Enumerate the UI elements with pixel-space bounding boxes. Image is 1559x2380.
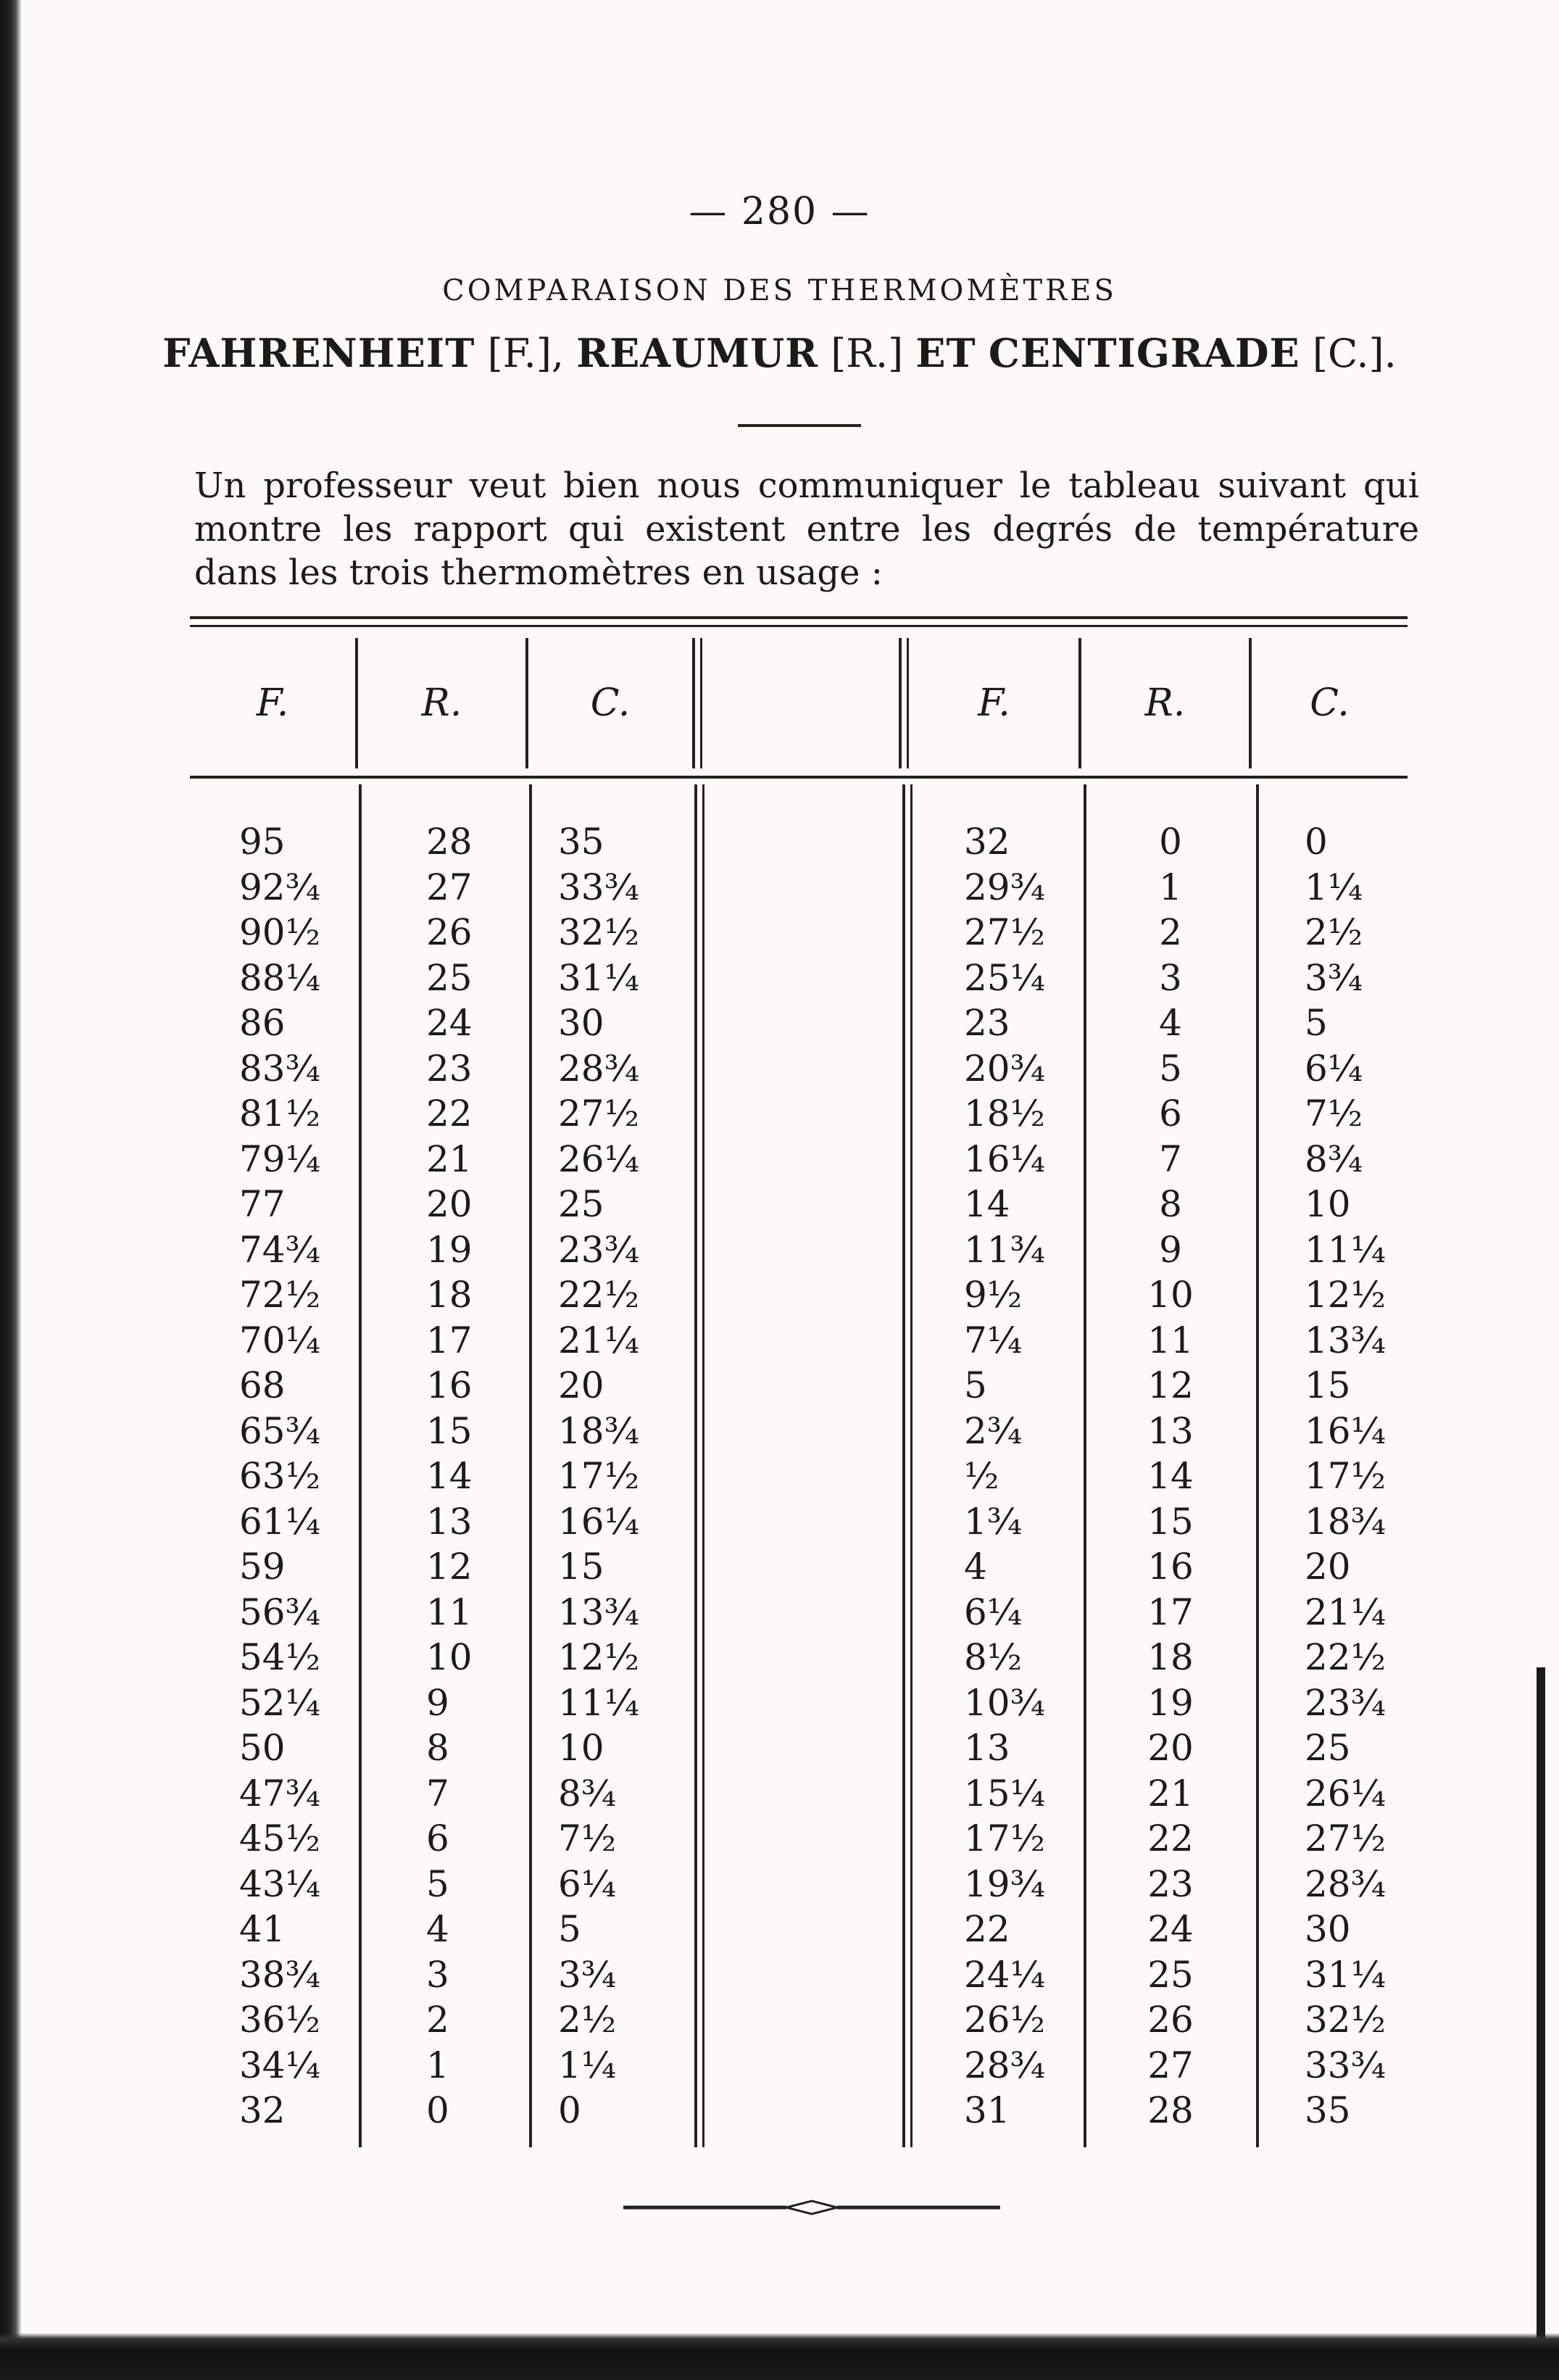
table-cell: 26 — [1147, 1999, 1194, 2041]
table-cell: 7½ — [1305, 1092, 1363, 1135]
title-line-2 — [0, 330, 1559, 376]
table-cell: 6 — [426, 1817, 449, 1859]
table-cell: 33¾ — [1305, 2044, 1387, 2086]
table-cell: 1 — [1159, 866, 1182, 908]
table-cell: 35 — [1305, 2089, 1351, 2131]
table-cell: 15¼ — [964, 1772, 1046, 1815]
title-line-1: COMPARAISON DES THERMOMÈTRES — [442, 274, 1117, 307]
table-cell: 47¾ — [239, 1772, 321, 1815]
table-cell: 81½ — [239, 1092, 321, 1135]
table-cell: 31¼ — [1305, 1953, 1387, 1996]
table-cell: 3¾ — [1305, 956, 1363, 999]
column-divider — [910, 784, 912, 2147]
header-left-f: F. — [256, 681, 289, 725]
table-cell: 21¼ — [1305, 1591, 1387, 1633]
title-reaumur-abbr: [R.] — [831, 331, 904, 376]
table-cell: 28 — [1147, 2089, 1194, 2131]
table-cell: 6¼ — [558, 1862, 617, 1905]
table-cell: 25 — [426, 956, 473, 999]
table-cell: 32 — [964, 821, 1010, 863]
table-cell: 17½ — [964, 1817, 1046, 1859]
table-cell: 13 — [426, 1500, 473, 1543]
table-cell: 22 — [426, 1092, 473, 1135]
table-cell: 11¼ — [1305, 1228, 1387, 1271]
table-cell: 10 — [558, 1727, 604, 1769]
table-cell: 45½ — [239, 1817, 321, 1859]
table-cell: 41 — [239, 1908, 286, 1950]
table-cell: 6¼ — [1305, 1047, 1363, 1090]
page-number: — 280 — — [689, 190, 870, 233]
header-left-r: R. — [421, 681, 462, 725]
table-cell: 22 — [1147, 1817, 1194, 1859]
table-cell: 8 — [1159, 1183, 1182, 1225]
scan-edge-bottom — [0, 2333, 1559, 2380]
table-cell: 72½ — [239, 1274, 321, 1316]
table-cell: 9½ — [964, 1274, 1023, 1316]
table-cell: 21 — [426, 1137, 473, 1180]
title-fahrenheit-abbr: [F.], — [487, 331, 565, 376]
table-cell: 9 — [426, 1681, 449, 1724]
column-divider — [692, 638, 695, 768]
right-reaumur-column — [1127, 819, 1214, 2134]
table-cell: 28¾ — [558, 1047, 640, 1090]
table-cell: 59 — [239, 1546, 286, 1588]
table-cell: 5 — [964, 1364, 987, 1406]
title-centigrade-abbr: [C.]. — [1312, 331, 1397, 376]
table-cell: 65¾ — [239, 1409, 321, 1452]
header-right-f: F. — [978, 681, 1010, 725]
table-cell: 12 — [426, 1546, 473, 1588]
table-cell: 35 — [558, 821, 604, 863]
table-cell: 26¼ — [1305, 1772, 1387, 1815]
column-divider — [1256, 784, 1259, 2147]
table-cell: 11¼ — [558, 1681, 640, 1724]
table-cell: 24 — [1147, 1908, 1194, 1950]
table-cell: 25¼ — [964, 956, 1046, 999]
table-cell: 13¾ — [558, 1591, 640, 1633]
table-cell: 20 — [426, 1183, 473, 1225]
table-cell: 54½ — [239, 1636, 321, 1678]
table-cell: 13¾ — [1305, 1319, 1387, 1361]
table-cell: 23¾ — [1305, 1681, 1387, 1724]
table-top-rule — [190, 616, 1408, 619]
table-cell: 74¾ — [239, 1228, 321, 1271]
column-divider — [1084, 784, 1086, 2147]
table-cell: 26¼ — [558, 1137, 640, 1180]
title-rule — [738, 424, 861, 427]
table-cell: 20 — [1305, 1546, 1351, 1588]
table-cell: 27½ — [558, 1092, 640, 1135]
title-et: ET — [915, 330, 976, 376]
table-cell: 86 — [239, 1002, 286, 1044]
table-cell: 25 — [1305, 1727, 1351, 1769]
table-cell: 3 — [426, 1953, 449, 1996]
table-cell: 18½ — [964, 1092, 1046, 1135]
table-cell: 17½ — [1305, 1455, 1387, 1497]
column-divider — [702, 784, 704, 2147]
ornament-rule — [623, 2197, 1000, 2218]
table-cell: 5 — [1305, 1002, 1328, 1044]
table-cell: 18¾ — [558, 1409, 640, 1452]
table-cell: 77 — [239, 1183, 286, 1225]
table-cell: 56¾ — [239, 1591, 321, 1633]
table-cell: 18¾ — [1305, 1500, 1387, 1543]
table-cell: 16¼ — [964, 1137, 1046, 1180]
table-cell: 23 — [964, 1002, 1010, 1044]
table-cell: 43¼ — [239, 1862, 321, 1905]
table-cell: 19¾ — [964, 1862, 1046, 1905]
table-cell: 22 — [964, 1908, 1010, 1950]
table-cell: 0 — [1159, 821, 1182, 863]
table-cell: 28¾ — [1305, 1862, 1387, 1905]
table-cell: 10 — [1147, 1274, 1194, 1316]
table-cell: 68 — [239, 1364, 286, 1406]
table-cell: 70¼ — [239, 1319, 321, 1361]
table-cell: 27 — [426, 866, 473, 908]
table-cell: 23¾ — [558, 1228, 640, 1271]
table-cell: 3¾ — [558, 1953, 617, 1996]
column-divider — [694, 784, 697, 2147]
table-cell: 26 — [426, 911, 473, 953]
table-cell: 11¾ — [964, 1228, 1046, 1271]
table-cell: 7¼ — [964, 1319, 1023, 1361]
table-cell: 11 — [426, 1591, 473, 1633]
table-cell: 15 — [1305, 1364, 1351, 1406]
table-cell: 12½ — [1305, 1274, 1387, 1316]
table-cell: 24¼ — [964, 1953, 1046, 1996]
table-cell: 0 — [558, 2089, 581, 2131]
header-right-c: C. — [1310, 681, 1350, 725]
table-cell: 88¼ — [239, 956, 321, 999]
table-cell: 13 — [1147, 1409, 1194, 1452]
table-cell: 5 — [1159, 1047, 1182, 1090]
table-cell: 83¾ — [239, 1047, 321, 1090]
table-cell: 34¼ — [239, 2044, 321, 2086]
table-top-rule-2 — [190, 625, 1408, 627]
right-fahrenheit-column — [964, 819, 1073, 2134]
table-cell: 4 — [1159, 1002, 1182, 1044]
table-cell: 14 — [964, 1183, 1010, 1225]
table-cell: 32½ — [1305, 1999, 1387, 2041]
table-cell: 2 — [426, 1999, 449, 2041]
table-cell: 2 — [1159, 911, 1182, 953]
table-cell: 16¼ — [558, 1500, 640, 1543]
table-cell: 5 — [558, 1908, 581, 1950]
table-cell: 1¼ — [558, 2044, 617, 2086]
table-cell: 6 — [1159, 1092, 1182, 1135]
column-divider — [907, 638, 909, 768]
table-cell: 2½ — [558, 1999, 617, 2041]
table-cell: 31 — [964, 2089, 1010, 2131]
table-cell: 1¼ — [1305, 866, 1363, 908]
table-cell: 0 — [426, 2089, 449, 2131]
table-cell: 28¾ — [964, 2044, 1046, 2086]
table-cell: 15 — [1147, 1500, 1194, 1543]
column-divider — [359, 784, 362, 2147]
table-cell: 22½ — [558, 1274, 640, 1316]
title-reaumur: REAUMUR — [576, 330, 819, 376]
table-cell: 16 — [1147, 1546, 1194, 1588]
table-cell: 25 — [1147, 1953, 1194, 1996]
table-cell: 19 — [426, 1228, 473, 1271]
table-cell: 27½ — [1305, 1817, 1387, 1859]
table-cell: 8¾ — [1305, 1137, 1363, 1180]
table-cell: 15 — [426, 1409, 473, 1452]
intro-paragraph: Un professeur veut bien nous communiquer le tableau suivant qui montre les rapport qui existent entre les degrés de température dans les trois thermomètres en usage : — [194, 465, 1419, 593]
table-cell: 2½ — [1305, 911, 1363, 953]
table-cell: 30 — [558, 1002, 604, 1044]
table-cell: 29¾ — [964, 866, 1046, 908]
table-cell: 33¾ — [558, 866, 640, 908]
table-cell: 7½ — [558, 1817, 617, 1859]
table-cell: 13 — [964, 1727, 1010, 1769]
table-cell: 32 — [239, 2089, 286, 2131]
table-cell: 31¼ — [558, 956, 640, 999]
table-cell: 27 — [1147, 2044, 1194, 2086]
table-cell: 21 — [1147, 1772, 1194, 1815]
table-cell: 63½ — [239, 1455, 321, 1497]
table-cell: 1¾ — [964, 1500, 1023, 1543]
table-cell: 92¾ — [239, 866, 321, 908]
table-cell: 7 — [1159, 1137, 1182, 1180]
table-cell: 50 — [239, 1727, 286, 1769]
table-cell: 9 — [1159, 1228, 1182, 1271]
table-cell: 8 — [426, 1727, 449, 1769]
table-cell: 15 — [558, 1546, 604, 1588]
left-reaumur-column — [426, 819, 513, 2134]
table-cell: 38¾ — [239, 1953, 321, 1996]
table-cell: 61¼ — [239, 1500, 321, 1543]
column-divider — [529, 784, 532, 2147]
table-cell: 23 — [426, 1047, 473, 1090]
title-centigrade: CENTIGRADE — [988, 330, 1300, 376]
column-divider — [700, 638, 702, 768]
table-cell: 17 — [426, 1319, 473, 1361]
column-divider — [899, 638, 902, 768]
table-cell: 20 — [558, 1364, 604, 1406]
table-cell: 26½ — [964, 1999, 1046, 2041]
table-cell: 14 — [1147, 1455, 1194, 1497]
table-cell: 23 — [1147, 1862, 1194, 1905]
title-fahrenheit: FAHRENHEIT — [162, 330, 475, 376]
table-cell: 0 — [1305, 821, 1328, 863]
table-cell: 12 — [1147, 1364, 1194, 1406]
table-cell: 52¼ — [239, 1681, 321, 1724]
table-cell: 30 — [1305, 1908, 1351, 1950]
table-cell: 10¾ — [964, 1681, 1046, 1724]
table-cell: 10 — [1305, 1183, 1351, 1225]
table-cell: 6¼ — [964, 1591, 1023, 1633]
right-centigrade-column — [1305, 819, 1399, 2134]
table-cell: ½ — [964, 1455, 999, 1497]
table-cell: 4 — [964, 1546, 987, 1588]
table-cell: 21¼ — [558, 1319, 640, 1361]
table-cell: 24 — [426, 1002, 473, 1044]
table-cell: 95 — [239, 821, 286, 863]
table-cell: 18 — [426, 1274, 473, 1316]
table-cell: 90½ — [239, 911, 321, 953]
table-cell: 8¾ — [558, 1772, 617, 1815]
table-cell: 19 — [1147, 1681, 1194, 1724]
table-cell: 32½ — [558, 911, 640, 953]
table-cell: 79¼ — [239, 1137, 321, 1180]
header-left-c: C. — [590, 681, 631, 725]
table-cell: 5 — [426, 1862, 449, 1905]
table-cell: 27½ — [964, 911, 1046, 953]
table-cell: 7 — [426, 1772, 449, 1815]
table-cell: 20¾ — [964, 1047, 1046, 1090]
table-cell: 16¼ — [1305, 1409, 1387, 1452]
table-cell: 11 — [1147, 1319, 1194, 1361]
table-cell: 28 — [426, 821, 473, 863]
table-cell: 16 — [426, 1364, 473, 1406]
table-cell: 14 — [426, 1455, 473, 1497]
table-cell: 3 — [1159, 956, 1182, 999]
column-divider — [902, 784, 905, 2147]
table-cell: 2¾ — [964, 1409, 1023, 1452]
table-cell: 10 — [426, 1636, 473, 1678]
table-cell: 22½ — [1305, 1636, 1387, 1678]
table-cell: 25 — [558, 1183, 604, 1225]
table-cell: 12½ — [558, 1636, 640, 1678]
table-cell: 36½ — [239, 1999, 321, 2041]
left-centigrade-column — [558, 819, 681, 2134]
left-fahrenheit-column — [239, 819, 348, 2134]
table-cell: 1 — [426, 2044, 449, 2086]
table-cell: 17 — [1147, 1591, 1194, 1633]
header-right-r: R. — [1144, 681, 1186, 725]
table-cell: 8½ — [964, 1636, 1023, 1678]
table-header-rule — [190, 776, 1408, 779]
table-cell: 18 — [1147, 1636, 1194, 1678]
scan-edge-right — [1537, 1667, 1545, 2378]
table-cell: 20 — [1147, 1727, 1194, 1769]
table-cell: 17½ — [558, 1455, 640, 1497]
table-cell: 4 — [426, 1908, 449, 1950]
